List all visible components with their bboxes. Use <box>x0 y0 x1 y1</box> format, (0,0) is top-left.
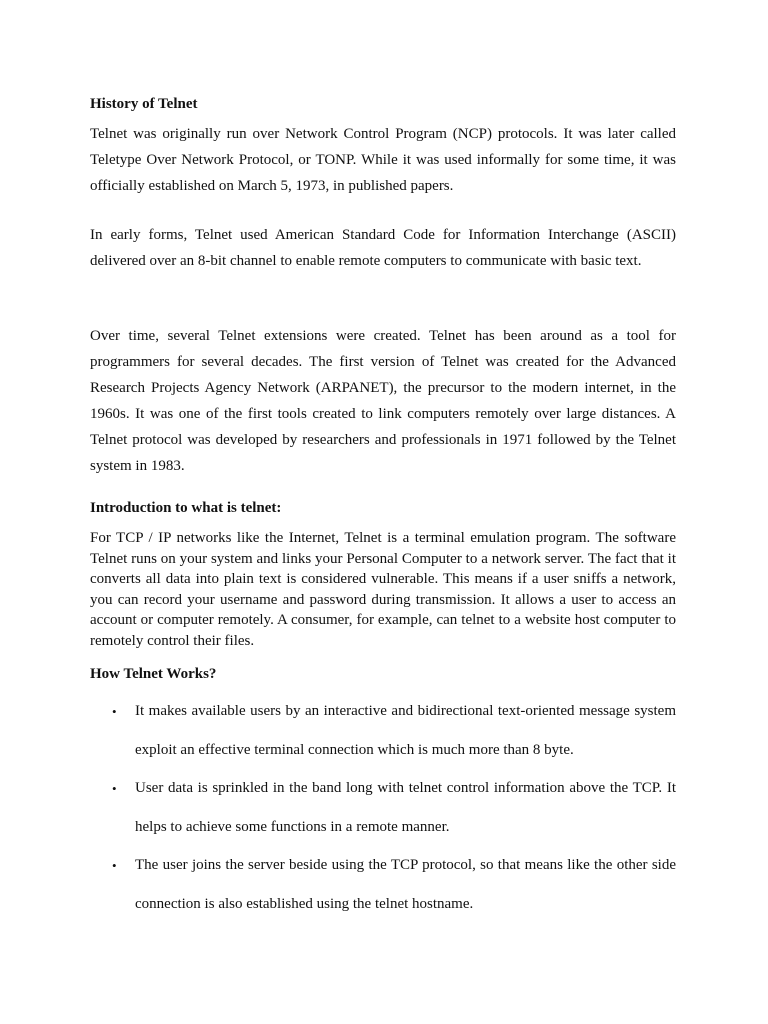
intro-heading: Introduction to what is telnet: <box>90 500 282 516</box>
history-paragraph-1: Telnet was originally run over Network Control Program (NCP) protocols. It was later called Teletype Over Network Protocol, or TONP. While it was used informally for some time, it was officially established on March 5, 1973, in published papers. <box>90 126 676 194</box>
bullet-text: User data is sprinkled in the band long with telnet control information above the TCP. It helps to achieve some functions in a remote manner. <box>135 780 676 835</box>
how-heading: How Telnet Works? <box>90 666 217 682</box>
bullet-text: The user joins the server beside using the TCP protocol, so that means like the other side connection is also established using the telnet hostname. <box>135 857 676 912</box>
history-paragraph-2: In early forms, Telnet used American Standard Code for Information Interchange (ASCII) delivered over an 8-bit channel to enable remote computers to communicate with basic text. <box>90 227 676 269</box>
bullet-icon: • <box>112 704 117 719</box>
bullet-icon: • <box>112 781 117 796</box>
list-item <box>90 692 676 770</box>
history-paragraph-3: Over time, several Telnet extensions were created. Telnet has been around as a tool for programmers for several decades. The first version of Telnet was created for the Advanced Research Projects Agency Network (ARPANET), the precursor to the modern internet, in the 1960s. It was one of the first tools created to link computers remotely over large distances. A Telnet protocol was developed by researchers and professionals in 1971 followed by the Telnet system in 1983. <box>90 328 676 474</box>
list-item <box>90 846 676 924</box>
bullet-icon: • <box>112 858 117 873</box>
history-heading: History of Telnet <box>90 96 198 112</box>
intro-paragraph: For TCP / IP networks like the Internet, Telnet is a terminal emulation program. The software Telnet runs on your system and links your Personal Computer to a network server. The fact that it converts all data into plain text is considered vulnerable. This means if a user sniffs a network, you can record your username and password during transmission. It allows a user to access an account or computer remotely. A consumer, for example, can telnet to a website host computer to remotely control their files. <box>90 530 676 649</box>
bullet-text: It makes available users by an interactive and bidirectional text-oriented message system exploit an effective terminal connection which is much more than 8 byte. <box>135 703 676 758</box>
list-item <box>90 769 676 847</box>
